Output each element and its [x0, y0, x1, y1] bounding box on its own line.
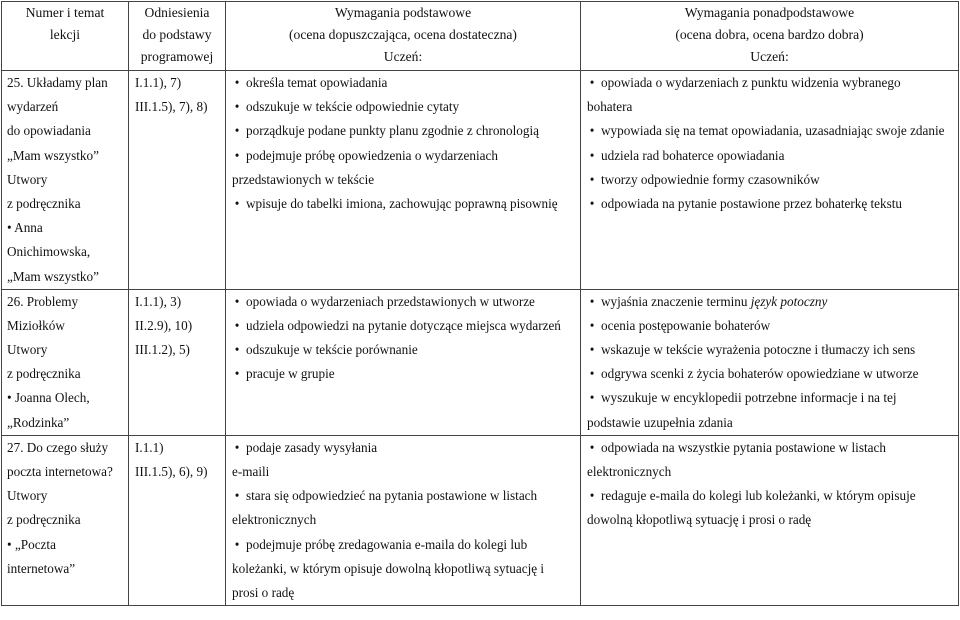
lesson-topic-line: „Mam wszystko” — [7, 147, 99, 163]
requirement-line: • podejmuje próbę zredagowania e-maila do kolegi lub — [226, 533, 580, 557]
lesson-topic-line: „Rodzinka” — [7, 414, 70, 430]
requirement-line: • odszukuje w tekście porównanie — [226, 338, 580, 362]
lesson-topic-line: Miziołków — [7, 317, 65, 333]
requirement-line: • podejmuje próbę opowiedzenia o wydarzeniach — [226, 144, 580, 168]
basic-requirements-cell — [226, 289, 581, 435]
lesson-topic-line: Onichimowska, — [7, 244, 91, 260]
header-references: Odniesienia do podstawy programowej — [129, 2, 226, 71]
requirement-line: dowolną kłopotliwą sytuację i prosi o radę — [587, 512, 812, 528]
lesson-topic-cell — [2, 71, 129, 290]
table-row — [2, 71, 959, 290]
curriculum-reference-cell — [129, 289, 226, 435]
table-row — [2, 435, 959, 605]
bullet-icon: • — [234, 123, 240, 139]
requirement-line: • stara się odpowiedzieć na pytania postawione w listach — [226, 484, 580, 508]
bullet-icon: • — [589, 366, 595, 382]
advanced-requirements-cell — [581, 71, 959, 290]
lesson-topic-line: • Anna — [7, 220, 43, 236]
bullet-icon: • — [589, 439, 595, 455]
advanced-requirements-cell — [581, 289, 959, 435]
bullet-icon: • — [589, 195, 595, 211]
lesson-topic-line: 26. Problemy — [7, 293, 79, 309]
requirement-line: • wyszukuje w encyklopedii potrzebne informacje i na tej — [581, 386, 958, 410]
requirement-line: elektronicznych — [232, 512, 317, 528]
bullet-icon: • — [589, 342, 595, 358]
requirement-line: • odpowiada na pytanie postawione przez bohaterkę tekstu — [581, 192, 958, 216]
basic-requirements-cell — [226, 435, 581, 605]
curriculum-reference: II.2.9), 10) — [135, 317, 193, 333]
requirement-line: • udziela odpowiedzi na pytanie dotyczące miejsca wydarzeń — [226, 314, 580, 338]
lesson-topic-line: Utwory — [7, 342, 48, 358]
curriculum-reference: III.1.5), 6), 9) — [135, 464, 208, 479]
requirement-line: prosi o radę — [232, 584, 295, 600]
lesson-topic-line: • „Poczta — [7, 536, 56, 552]
requirement-line: • podaje zasady wysyłania — [226, 436, 580, 460]
bullet-icon: • — [589, 147, 595, 163]
requirement-line: • odszukuje w tekście odpowiednie cytaty — [226, 95, 580, 119]
requirement-line: • opowiada o wydarzeniach z punktu widzenia wybranego — [581, 71, 958, 95]
lesson-topic-line: poczta internetowa? — [7, 464, 113, 479]
table-row — [2, 289, 959, 435]
lesson-topic-cell — [2, 435, 129, 605]
requirement-line: • pracuje w grupie — [226, 362, 580, 386]
requirement-line: • porządkuje podane punkty planu zgodnie z chronologią — [226, 119, 580, 143]
curriculum-reference-cell — [129, 435, 226, 605]
curriculum-reference-cell — [129, 71, 226, 290]
bullet-icon: • — [234, 75, 240, 90]
lesson-topic-line: Utwory — [7, 488, 48, 504]
lesson-topic-line: „Mam wszystko” — [7, 268, 99, 284]
requirement-line: • wskazuje w tekście wyrażenia potoczne i tłumaczy ich sens — [581, 338, 958, 362]
bullet-icon: • — [234, 342, 240, 358]
header-advanced-requirements: Wymagania ponadpodstawowe (ocena dobra, ocena bardzo dobra) Uczeń: — [581, 2, 959, 71]
curriculum-reference: I.1.1) — [135, 439, 164, 455]
requirement-line: podstawie uzupełnia zdania — [587, 414, 733, 430]
table-header — [2, 2, 959, 71]
requirement-line: • tworzy odpowiednie formy czasowników — [581, 168, 958, 192]
requirement-line: • odgrywa scenki z życia bohaterów opowiedziane w utworze — [581, 362, 958, 386]
requirement-line: • wyjaśnia znaczenie terminu język potoczny — [581, 290, 958, 314]
bullet-icon: • — [234, 439, 240, 455]
requirement-line: • odpowiada na wszystkie pytania postawione w listach — [581, 436, 958, 460]
lesson-topic-line: Utwory — [7, 171, 48, 187]
requirement-line: • określa temat opowiadania — [226, 71, 580, 95]
header-basic-requirements: Wymagania podstawowe (ocena dopuszczająca, ocena dostateczna) Uczeń: — [226, 2, 581, 71]
lesson-topic-line: do opowiadania — [7, 123, 91, 139]
basic-requirements-cell — [226, 71, 581, 290]
bullet-icon: • — [589, 390, 595, 406]
header-topic: Numer i temat lekcji — [2, 2, 129, 71]
bullet-icon: • — [234, 99, 240, 115]
bullet-icon: • — [589, 488, 595, 504]
requirement-line: przedstawionych w tekście — [232, 171, 375, 187]
bullet-icon: • — [234, 536, 240, 552]
advanced-requirements-cell — [581, 435, 959, 605]
bullet-icon: • — [234, 147, 240, 163]
bullet-icon: • — [589, 171, 595, 187]
bullet-icon: • — [234, 293, 240, 309]
requirement-line: • opowiada o wydarzeniach przedstawionych w utworze — [226, 290, 580, 314]
requirement-line: • udziela rad bohaterce opowiadania — [581, 144, 958, 168]
table-body — [2, 71, 959, 606]
requirement-line: bohatera — [587, 99, 633, 115]
curriculum-reference: I.1.1), 3) — [135, 293, 182, 309]
bullet-icon: • — [589, 123, 595, 139]
requirement-line: • wypowiada się na temat opowiadania, uzasadniając swoje zdanie — [581, 119, 958, 143]
requirement-line: • redaguje e-maila do kolegi lub koleżanki, w którym opisuje — [581, 484, 958, 508]
requirement-line: koleżanki, w którym opisuje dowolną kłopotliwą sytuację i — [232, 560, 545, 576]
lesson-topic-line: z podręcznika — [7, 195, 81, 211]
lesson-topic-line: 27. Do czego służy — [7, 439, 109, 455]
requirement-line: • ocenia postępowanie bohaterów — [581, 314, 958, 338]
bullet-icon: • — [234, 195, 240, 211]
bullet-icon: • — [234, 366, 240, 382]
curriculum-reference: III.1.5), 7), 8) — [135, 99, 208, 115]
requirement-line: • wpisuje do tabelki imiona, zachowując poprawną pisownię — [226, 192, 580, 216]
lesson-topic-line: 25. Układamy plan — [7, 75, 108, 90]
curriculum-reference: III.1.2), 5) — [135, 342, 190, 358]
bullet-icon: • — [589, 293, 595, 309]
lesson-plan-table — [1, 1, 959, 606]
bullet-icon: • — [589, 317, 595, 333]
curriculum-reference: I.1.1), 7) — [135, 75, 182, 90]
emphasized-term: język potoczny — [750, 293, 828, 309]
lesson-topic-line: z podręcznika — [7, 512, 81, 528]
lesson-topic-line: • Joanna Olech, — [7, 390, 90, 406]
bullet-icon: • — [589, 75, 595, 90]
lesson-topic-cell — [2, 289, 129, 435]
bullet-icon: • — [234, 488, 240, 504]
requirement-line: e-maili — [232, 464, 270, 479]
lesson-topic-line: internetowa” — [7, 560, 76, 576]
bullet-icon: • — [234, 317, 240, 333]
requirement-line: elektronicznych — [587, 464, 672, 479]
lesson-topic-line: wydarzeń — [7, 99, 59, 115]
lesson-topic-line: z podręcznika — [7, 366, 81, 382]
